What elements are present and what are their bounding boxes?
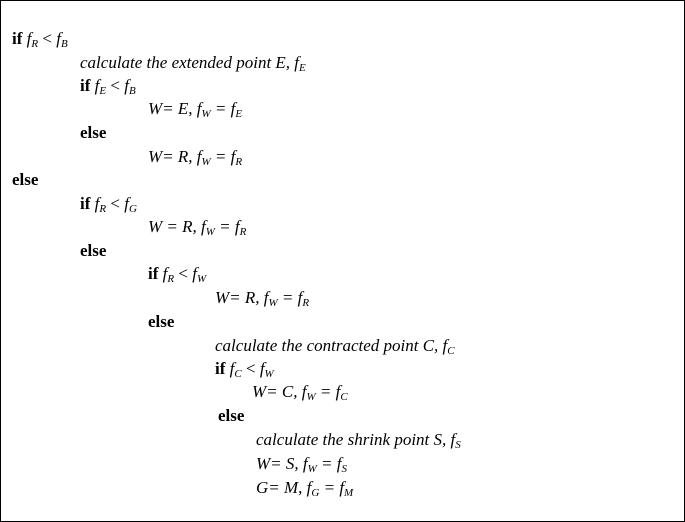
assignment-text: W= R, f <box>215 288 269 307</box>
subscript: W <box>201 156 211 168</box>
keyword-if: if <box>148 264 159 283</box>
subscript: B <box>60 38 68 50</box>
assignment-text: = f <box>214 217 240 236</box>
assignment-text: W = R, f <box>148 217 206 236</box>
assignment-text: W= R, f <box>148 147 202 166</box>
var-f: f <box>124 76 129 95</box>
line-if-fe-lt-fb <box>80 76 136 98</box>
var-f: f <box>56 29 61 48</box>
subscript: R <box>31 38 39 50</box>
subscript: C <box>340 391 348 403</box>
statement-text: calculate the contracted point C, f <box>215 336 448 355</box>
assignment-text: = f <box>210 147 236 166</box>
subscript: R <box>167 273 175 285</box>
var-f: f <box>229 359 235 378</box>
assignment-text: = f <box>316 454 342 473</box>
var-f: f <box>192 264 197 283</box>
line-assign-w-r <box>215 288 309 310</box>
line-if-fr-lt-fb <box>12 29 68 51</box>
subscript: C <box>447 345 455 357</box>
keyword-if: if <box>80 194 91 213</box>
subscript: G <box>128 203 137 215</box>
subscript: R <box>302 297 310 309</box>
line-if-fc-lt-fw <box>215 359 274 381</box>
keyword-else: else <box>80 241 107 260</box>
var-f: f <box>94 76 100 95</box>
keyword-else: else <box>12 170 39 189</box>
keyword-else: else <box>148 312 175 331</box>
subscript: R <box>235 156 243 168</box>
assignment-text: = f <box>319 478 345 497</box>
subscript: E <box>99 85 107 97</box>
line-assign-w-s <box>256 454 347 476</box>
line-assign-w-c <box>252 382 348 404</box>
statement-text: calculate the extended point E, f <box>80 53 300 72</box>
operator: < <box>38 29 57 48</box>
keyword-else: else <box>80 123 107 142</box>
assignment-text: = f <box>315 382 341 401</box>
operator: < <box>241 359 260 378</box>
subscript: W <box>268 297 278 309</box>
subscript: B <box>128 85 136 97</box>
var-f: f <box>259 359 265 378</box>
var-f: f <box>162 264 168 283</box>
line-assign-g-m <box>256 478 353 500</box>
subscript: W <box>307 463 317 475</box>
line-calc-extended <box>80 53 306 75</box>
assignment-text: W= S, f <box>256 454 308 473</box>
operator: < <box>106 76 125 95</box>
subscript: R <box>99 203 107 215</box>
subscript: E <box>299 62 306 74</box>
var-f: f <box>124 194 129 213</box>
keyword-if: if <box>12 29 23 48</box>
subscript: G <box>311 487 320 499</box>
keyword-if: if <box>215 359 226 378</box>
line-if-fr-lt-fg <box>80 194 137 216</box>
statement-text: calculate the shrink point S, f <box>256 430 456 449</box>
subscript: E <box>235 108 243 120</box>
line-calc-contracted <box>215 336 455 358</box>
assignment-text: W= C, f <box>252 382 307 401</box>
keyword-else: else <box>218 406 245 425</box>
subscript: R <box>239 226 247 238</box>
subscript: W <box>306 391 316 403</box>
assignment-text: = f <box>277 288 303 307</box>
line-assign-w-r <box>148 217 246 239</box>
assignment-text: W= E, f <box>148 99 202 118</box>
line-assign-w-e <box>148 99 242 121</box>
subscript: S <box>341 463 347 475</box>
subscript: W <box>264 368 274 380</box>
line-assign-w-r <box>148 147 242 169</box>
line-if-fr-lt-fw <box>148 264 206 286</box>
assignment-text: = f <box>210 99 236 118</box>
assignment-text: G= M, f <box>256 478 312 497</box>
var-f: f <box>94 194 100 213</box>
operator: < <box>106 194 125 213</box>
subscript: C <box>234 368 242 380</box>
keyword-if: if <box>80 76 91 95</box>
var-f: f <box>26 29 32 48</box>
subscript: M <box>344 487 354 499</box>
subscript: W <box>201 108 211 120</box>
subscript: S <box>455 439 461 451</box>
subscript: W <box>196 273 207 285</box>
subscript: W <box>205 226 215 238</box>
line-calc-shrink <box>256 430 461 452</box>
operator: < <box>174 264 193 283</box>
